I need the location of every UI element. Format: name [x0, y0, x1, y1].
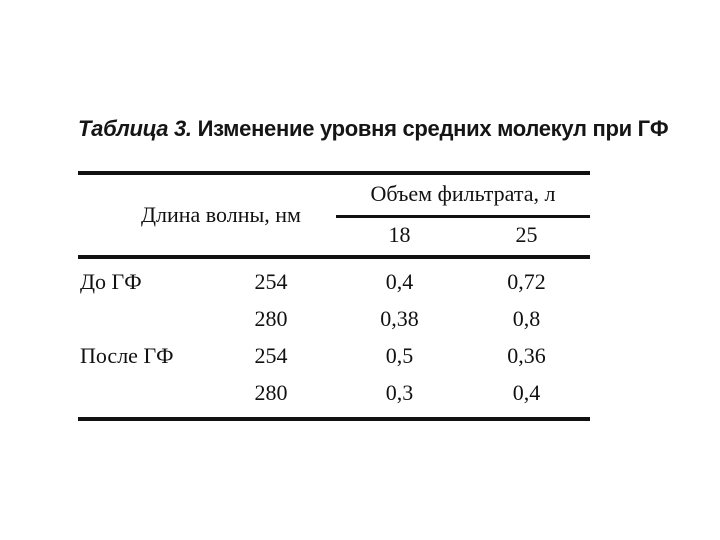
wavelength-cell: 280: [254, 306, 288, 331]
volume-25-header: 25: [515, 222, 538, 247]
volume-18-cell: 0,4: [385, 269, 414, 294]
table-body: [78, 259, 590, 417]
table-caption-text: Изменение уровня средних молекул при ГФ: [197, 116, 669, 141]
volume-25-cell: 0,72: [507, 269, 546, 294]
table-row: [78, 263, 590, 300]
table-caption-label: Таблица 3.: [78, 116, 192, 141]
data-table: [78, 171, 590, 421]
table-row: [78, 337, 590, 374]
table-caption: [78, 116, 668, 142]
volume-18-cell: 0,5: [385, 343, 414, 368]
volume-18-cell: 0,38: [380, 306, 419, 331]
volume-18-cell: 0,3: [385, 380, 414, 405]
condition-cell: До ГФ: [80, 269, 142, 294]
wavelength-cell: 254: [254, 269, 288, 294]
table-row: [78, 300, 590, 337]
condition-cell: После ГФ: [80, 343, 174, 368]
table-header: [78, 175, 590, 255]
table-bottom-rule: [78, 417, 590, 421]
table-row: [78, 374, 590, 411]
wavelength-cell: 254: [254, 343, 288, 368]
wavelength-column-header: Длина волны, нм: [141, 202, 301, 227]
wavelength-cell: 280: [254, 380, 288, 405]
volume-18-header: 18: [388, 222, 411, 247]
volume-25-cell: 0,4: [512, 380, 541, 405]
volume-25-cell: 0,36: [507, 343, 546, 368]
volume-25-cell: 0,8: [512, 306, 541, 331]
filtrate-volume-header: Объем фильтрата, л: [370, 181, 556, 206]
header-sub-rule: [336, 215, 590, 218]
